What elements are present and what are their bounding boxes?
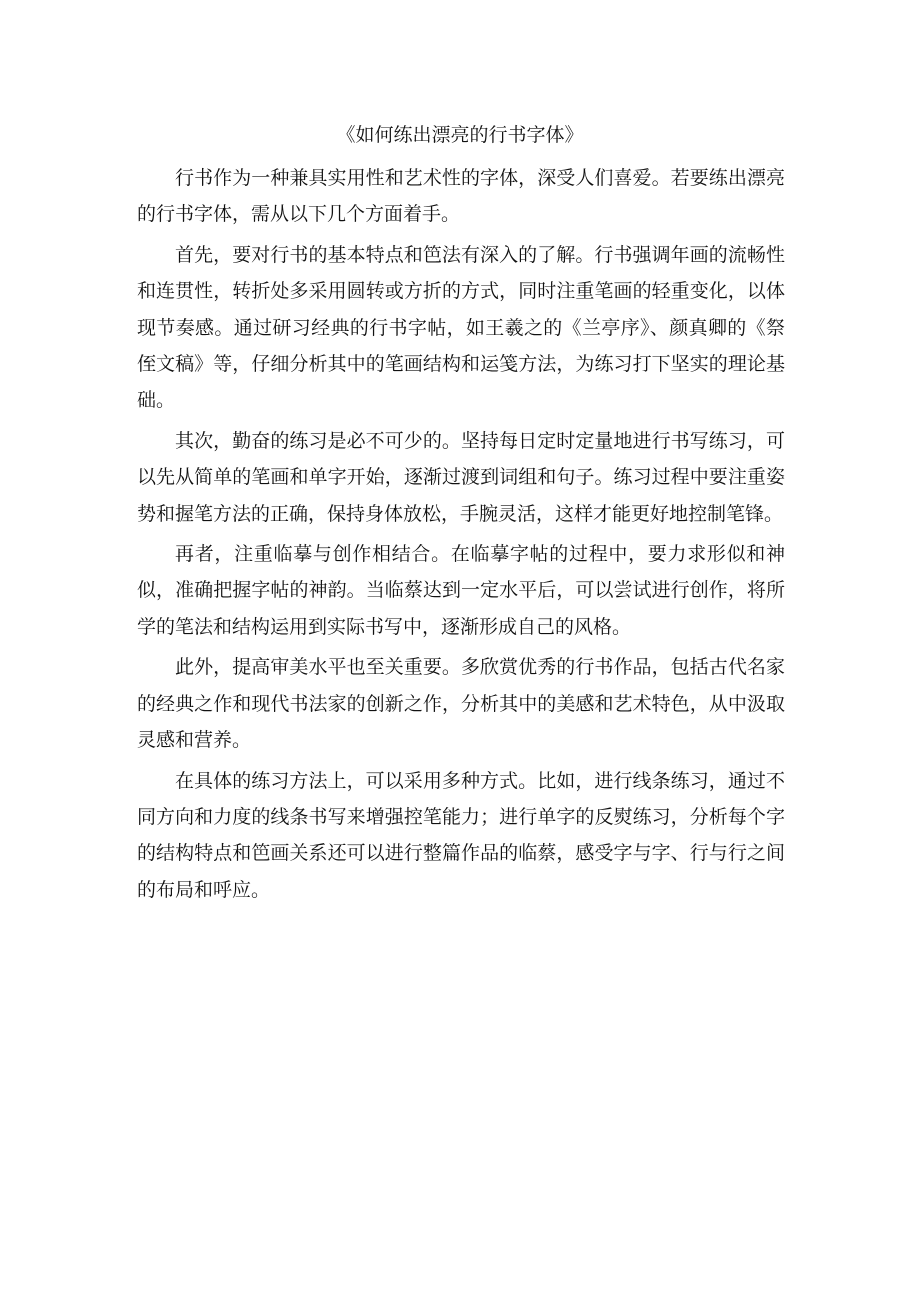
paragraph-fourth: 此外，提高审美水平也至关重要。多欣赏优秀的行书作品，包括古代名家的经典之作和现代书法家的创新之作，分析其中的美感和艺术特色，从中汲取灵感和营养。 (137, 656, 785, 752)
paragraph-intro: 行书作为一种兼具实用性和艺术性的字体，深受人们喜爱。若要练出漂亮的行书字体，需从以下几个方面着手。 (137, 167, 785, 226)
paragraph-third: 再者，注重临摹与创作相结合。在临摹字帖的过程中，要力求形似和神似，准确把握字帖的神韵。当临蔡达到一定水平后，可以尝试进行创作，将所学的笔法和结构运用到实际书写中，逐渐形成自己的风格。 (137, 543, 785, 638)
paragraph-fifth: 在具体的练习方法上，可以采用多种方式。比如，进行线条练习，通过不同方向和力度的线条书写来增强控笔能力；进行单字的反熨练习，分析每个字的结构特点和笆画关系还可以进行整篇作品的临蔡，感受字与字、行与行之间的布局和呼应。 (137, 769, 785, 901)
paragraph-second: 其次，勤奋的练习是必不可少的。坚持每日定时定量地进行书写练习，可以先从简单的笔画和单字开始，逐渐过渡到词组和句子。练习过程中要注重姿势和握笔方法的正确，保持身体放松，手腕灵活，这样才能更好地控制笔锋。 (137, 429, 785, 525)
document-title: 《如何练出漂亮的行书字体》 (336, 124, 584, 146)
paragraph-first: 首先，要对行书的基本特点和笆法有深入的了解。行书强调年画的流畅性和连贯性，转折处多采用圆转或方折的方式，同时注重笔画的轻重变化，以体现节奏感。通过研习经典的行书字帖，如王羲之的《兰亭序》、颜真卿的《祭侄文稿》等，仔细分析其中的笔画结构和运笺方法，为练习打下坚实的理论基础。 (137, 243, 785, 412)
document-body (137, 160, 785, 912)
